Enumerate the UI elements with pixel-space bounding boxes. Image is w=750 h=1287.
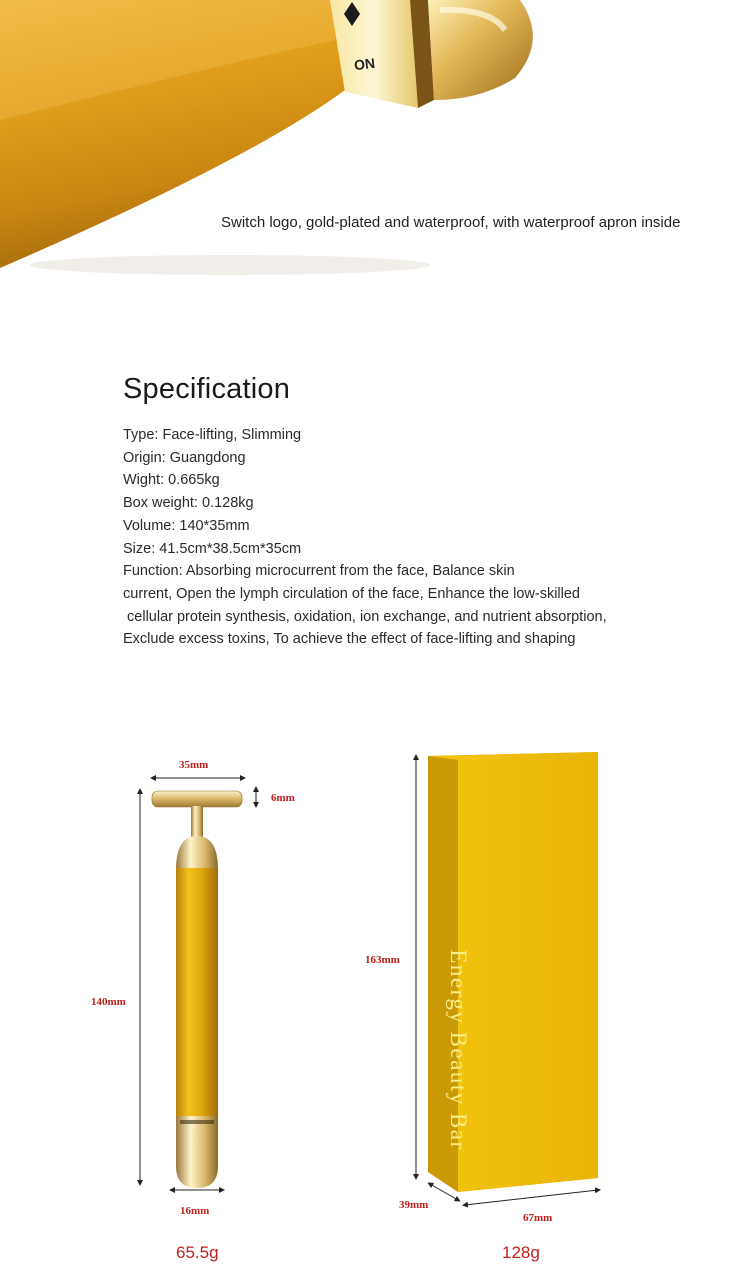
spec-line: cellular protein synthesis, oxidation, ion exchange, and nutrient absorption, <box>123 608 607 625</box>
spec-line: Function: Absorbing microcurrent from the face, Balance skin <box>123 563 515 580</box>
box-print-text: Energy Beauty Bar <box>446 949 471 1151</box>
device-head-height-label: 6mm <box>271 792 295 804</box>
device-width-label: 35mm <box>179 759 209 771</box>
spec-line: Exclude excess toxins, To achieve the effect of face-lifting and shaping <box>123 631 576 648</box>
box-depth-label: 39mm <box>399 1199 429 1211</box>
spec-line: Wight: 0.665kg <box>123 472 220 489</box>
box-weight-label: 128g <box>502 1243 540 1262</box>
spec-line: Type: Face-lifting, Slimming <box>123 427 302 443</box>
spec-line: Origin: Guangdong <box>123 449 246 466</box>
box-width-label: 67mm <box>523 1212 553 1224</box>
device-length-label: 140mm <box>91 996 126 1008</box>
device-weight-label: 65.5g <box>176 1243 219 1262</box>
box-width-dimension-line <box>465 1190 598 1205</box>
device-diameter-label: 16mm <box>180 1205 210 1217</box>
switch-on-label: ON <box>353 54 376 74</box>
hero-caption: Switch logo, gold-plated and waterproof, with waterproof apron inside <box>221 214 681 231</box>
device-illustration <box>152 791 242 1188</box>
spec-line: Size: 41.5cm*38.5cm*35cm <box>123 540 302 557</box>
spec-line: current, Open the lymph circulation of the face, Enhance the low-skilled <box>123 585 580 602</box>
box-height-label: 163mm <box>365 954 400 966</box>
spec-line: Volume: 140*35mm <box>123 517 250 534</box>
spec-line: Box weight: 0.128kg <box>123 495 254 512</box>
specification-title: Specification <box>123 373 291 405</box>
